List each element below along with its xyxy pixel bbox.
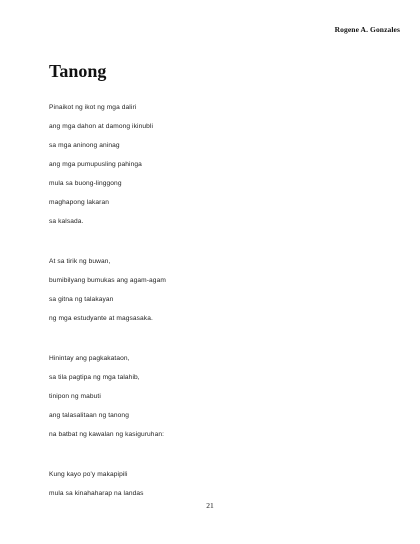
stanza-4	[49, 465, 389, 503]
poem-line: Pinaikot ng ikot ng mga daliri	[49, 104, 137, 111]
poem-line: mula sa kinahaharap na landas	[49, 490, 144, 497]
poem-line: sa gitna ng talakayan	[49, 296, 114, 303]
poem-line: ang mga dahon at damong ikinubli	[49, 123, 154, 130]
poem-line: ang talasalitaan ng tanong	[49, 412, 129, 419]
poem-line: maghapong lakaran	[49, 199, 109, 206]
poem-line: sa mga aninong aninag	[49, 142, 120, 149]
poem-line: sa tila pagtipa ng mga talahib,	[49, 374, 140, 381]
page-number: 21	[206, 501, 214, 510]
poem-line: bumibilyang bumukas ang agam-agam	[49, 277, 166, 284]
poem-line: At sa tirik ng buwan,	[49, 258, 111, 265]
poem-line: tinipon ng mabuti	[49, 393, 101, 400]
poem-line: ng mga estudyante at magsasaka.	[49, 315, 153, 322]
running-header-author: Rogene A. Gonzales	[334, 25, 400, 34]
stanza-3	[49, 349, 389, 444]
poem-line: Kung kayo po'y makapipili	[49, 471, 128, 478]
poem-line: mula sa buong-linggong	[49, 180, 122, 187]
poem-line: sa kalsada.	[49, 218, 84, 225]
poem-title: Tanong	[49, 61, 107, 81]
stanza-1	[49, 98, 389, 231]
poem-line: Hinintay ang pagkakataon,	[49, 355, 130, 362]
poem-line: ang mga pumupusling pahinga	[49, 161, 142, 168]
poem-line: na batbat ng kawalan ng kasiguruhan:	[49, 431, 165, 438]
poem-body	[49, 98, 389, 524]
stanza-2	[49, 252, 389, 328]
